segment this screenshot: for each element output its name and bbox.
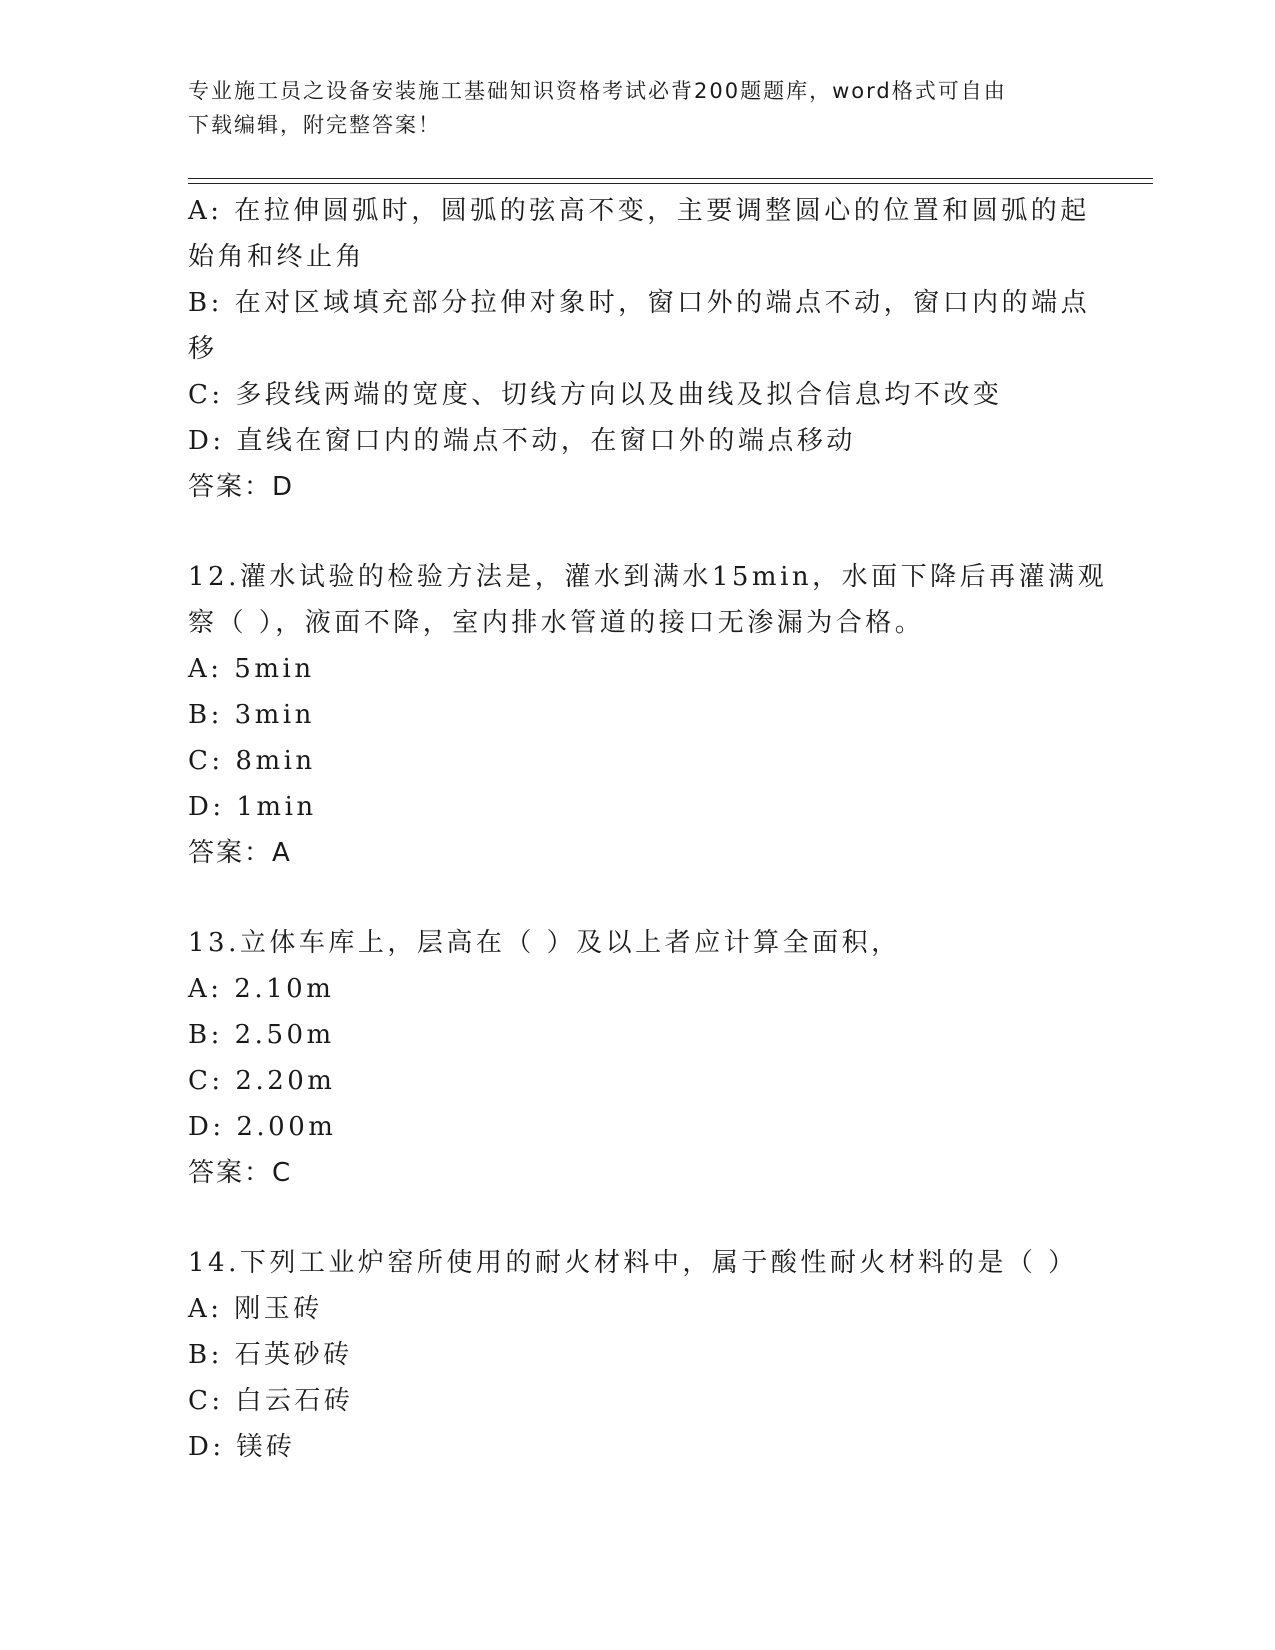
question-13 xyxy=(188,920,1088,1196)
option-c: C: 2.20m xyxy=(188,1066,336,1096)
option-c: C: 多段线两端的宽度、切线方向以及曲线及拟合信息均不改变 xyxy=(188,380,1003,410)
spacer xyxy=(188,510,1088,554)
spacer xyxy=(188,1196,1088,1240)
answer-label: 答案：A xyxy=(188,838,292,868)
option-a: A: 2.10m xyxy=(188,974,335,1004)
question-11 xyxy=(188,188,1091,510)
question-stem: 13.立体车库上，层高在（ ）及以上者应计算全面积， xyxy=(188,928,901,958)
option-a-line-2: 始角和终止角 xyxy=(188,242,366,272)
option-b: B: 石英砂砖 xyxy=(188,1340,353,1370)
question-stem-line-1: 12.灌水试验的检验方法是，灌水到满水15min，水面下降后再灌满观 xyxy=(188,562,1108,592)
option-d: D: 2.00m xyxy=(188,1112,337,1142)
option-c: C: 8min xyxy=(188,746,316,776)
question-14 xyxy=(188,1240,1088,1470)
header-line-1: 专业施工员之设备安装施工基础知识资格考试必背200题题库，word格式可自由 xyxy=(188,79,1007,103)
option-c: C: 白云石砖 xyxy=(188,1386,354,1416)
question-content xyxy=(188,188,1108,1470)
option-a: A: 5min xyxy=(188,654,315,684)
header-line-2: 下载编辑，附完整答案！ xyxy=(188,113,441,137)
option-d: D: 镁砖 xyxy=(188,1432,296,1462)
question-12 xyxy=(188,554,1108,876)
header-divider-top xyxy=(188,178,1153,179)
answer-label: 答案：C xyxy=(188,1158,293,1188)
option-d: D: 1min xyxy=(188,792,317,822)
question-stem-line-2: 察（ ），液面不降，室内排水管道的接口无渗漏为合格。 xyxy=(188,608,925,638)
header-divider-bottom xyxy=(188,183,1153,184)
option-a-line-1: A: 在拉伸圆弧时，圆弧的弦高不变，主要调整圆心的位置和圆弧的起 xyxy=(188,196,1090,226)
option-b-line-1: B: 在对区域填充部分拉伸对象时，窗口外的端点不动，窗口内的端点 xyxy=(188,288,1091,318)
document-header xyxy=(188,74,1088,142)
spacer xyxy=(188,876,1088,920)
option-a: A: 刚玉砖 xyxy=(188,1294,323,1324)
option-b-line-2: 移 xyxy=(188,334,218,364)
answer-label: 答案：D xyxy=(188,472,295,502)
option-d: D: 直线在窗口内的端点不动，在窗口外的端点移动 xyxy=(188,426,856,456)
question-stem: 14.下列工业炉窑所使用的耐火材料中，属于酸性耐火材料的是（ ） xyxy=(188,1248,1078,1278)
option-b: B: 3min xyxy=(188,700,315,730)
option-b: B: 2.50m xyxy=(188,1020,335,1050)
